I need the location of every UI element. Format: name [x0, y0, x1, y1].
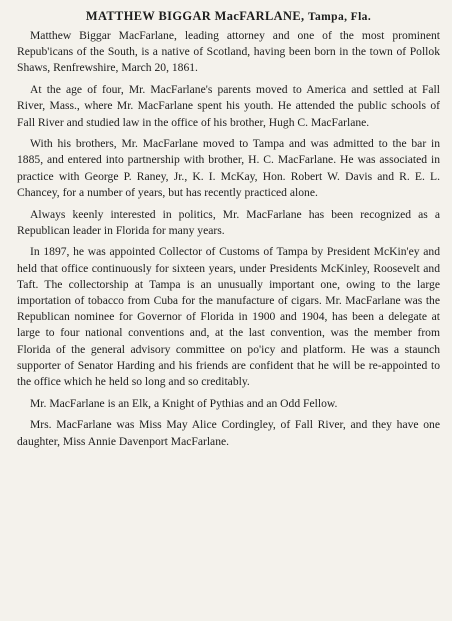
- paragraph-introduction: Matthew Biggar MacFarlane, leading attorney and one of the most prominent Repub'icans of the South, is a native of Scotland, having been born in the town of Pollok Shaws, Renfrewshire, March 20, 1861.: [17, 29, 440, 75]
- paragraph-family: Mrs. MacFarlane was Miss May Alice Cordingley, of Fall River, and they have one daughter, Miss Annie Davenport MacFarlane.: [17, 418, 440, 448]
- subject-location: Tampa, Fla.: [308, 11, 372, 23]
- subject-name: MATTHEW BIGGAR MacFARLANE,: [85, 9, 305, 23]
- paragraph-fraternal: Mr. MacFarlane is an Elk, a Knight of Pythias and an Odd Fellow.: [30, 396, 338, 410]
- biography-heading: [17, 8, 440, 25]
- paragraph-politics: Always keenly interested in politics, Mr. MacFarlane has been recognized as a Republican leader in Florida for many years.: [17, 207, 440, 237]
- paragraph-legal-career: With his brothers, Mr. MacFarlane moved to Tampa and was admitted to the bar in 1885, and entered into partnership with brother, H. C. MacFarlane. He was associated in practice with George P. Raney, Jr., K. I. McKay, Hon. Robert W. Davis and R. E. L. Chancey, for a number of years, but has recently practiced alone.: [17, 137, 440, 199]
- paragraph-customs-collector: In 1897, he was appointed Collector of Customs of Tampa by President McKin'ey and held that office continuously for sixteen years, under Presidents McKinley, Roosevelt and Taft. The collectorship at Tampa is an unusually important one, owing to the large importation of tobacco from Cuba for the manufacture of cigars. Mr. MacFarlane was the Republican nominee for Governor of Florida in 1900 and 1904, has been a delegate at large to four national conventions and, at the last convention, was the member from Florida of the general advisory committee on po'icy and platform. He was a staunch supporter of Senator Harding and his friends are confident that he will be re-appointed to the office which he held so long and so creditably.: [17, 245, 440, 389]
- paragraph-early-life: At the age of four, Mr. MacFarlane's parents moved to America and settled at Fall River, Mass., where Mr. MacFarlane spent his youth. He attended the public schools of Fall River and studied law in the office of his brother, Hugh C. MacFarlane.: [17, 83, 440, 129]
